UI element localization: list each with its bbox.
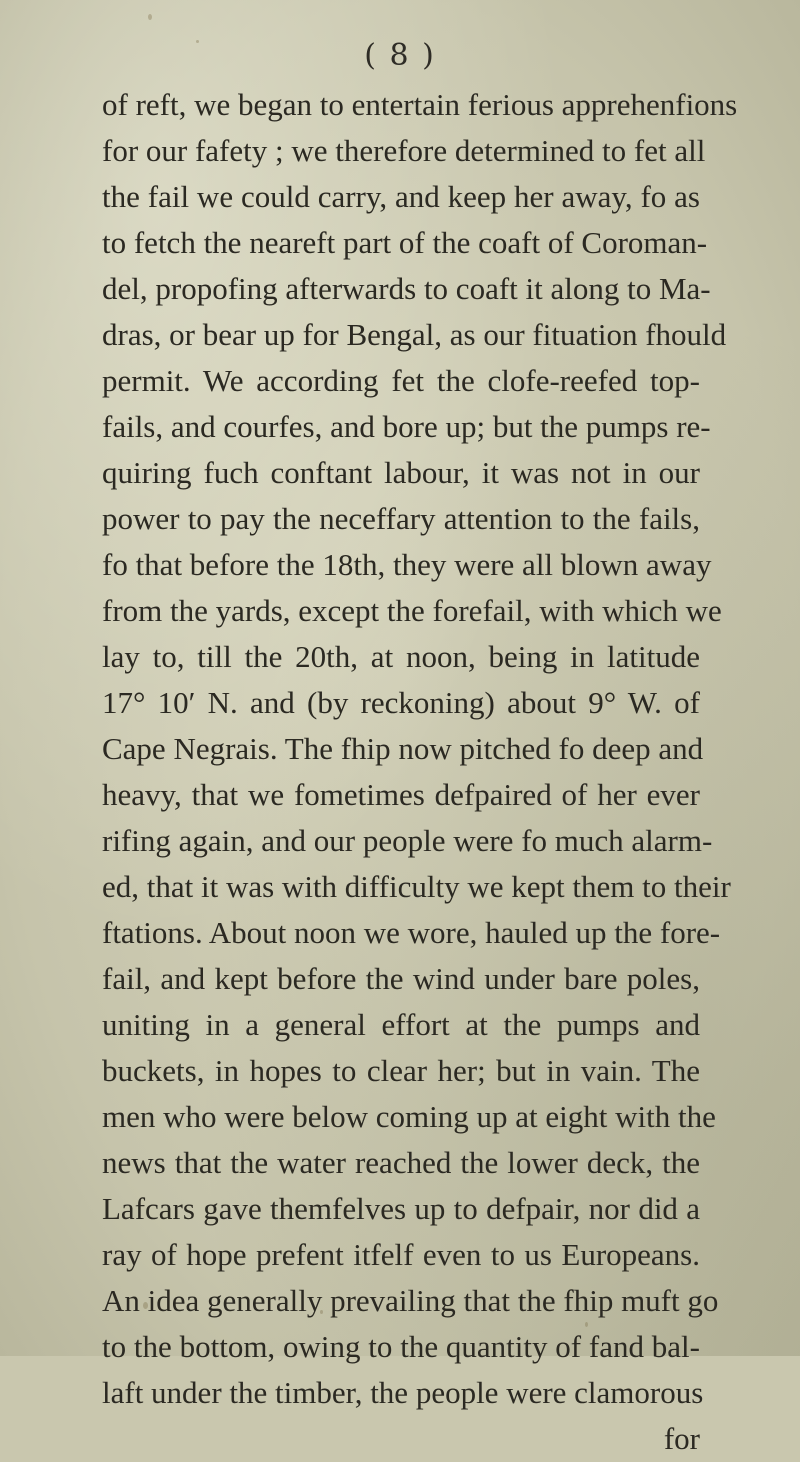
text-line: of reft, we began to entertain ferious apprehenfions <box>102 87 738 122</box>
text-line: from the yards, except the forefail, with which we <box>102 593 722 628</box>
text-line: Lafcars gave themfelves up to defpair, nor did a <box>102 1191 700 1226</box>
text-line: uniting in a general effort at the pumps and <box>102 1007 700 1042</box>
text-line: heavy, that we fometimes defpaired of her ever <box>102 777 700 812</box>
text-line: ray of hope prefent itfelf even to us Europeans. <box>102 1237 700 1272</box>
text-line: power to pay the neceffary attention to the fails, <box>102 501 700 536</box>
text-line: quiring fuch conftant labour, it was not in our <box>102 455 700 490</box>
text-line: for our fafety ; we therefore determined to fet all <box>102 133 706 168</box>
text-line: del, propofing afterwards to coaft it along to Ma- <box>102 271 711 306</box>
text-line: news that the water reached the lower deck, the <box>102 1145 700 1180</box>
text-line: the fail we could carry, and keep her away, fo as <box>102 179 700 214</box>
text-line: 17° 10′ N. and (by reckoning) about 9° W. of <box>102 685 700 720</box>
text-line: Cape Negrais. The fhip now pitched fo deep and <box>102 731 704 766</box>
text-line: to fetch the neareft part of the coaft of Coroman- <box>102 225 708 260</box>
text-line: rifing again, and our people were fo much alarm- <box>102 823 713 858</box>
text-line: dras, or bear up for Bengal, as our fituation fhould <box>102 317 727 352</box>
text-line: buckets, in hopes to clear her; but in vain. The <box>102 1053 700 1088</box>
text-line: men who were below coming up at eight with the <box>102 1099 716 1134</box>
text-line: ftations. About noon we wore, hauled up the fore- <box>102 915 721 950</box>
body-text <box>102 82 738 1462</box>
text-line: lay to, till the 20th, at noon, being in latitude <box>102 639 700 674</box>
text-line: permit. We according fet the clofe-reefed top- <box>102 363 700 398</box>
text-line: ed, that it was with difficulty we kept them to their <box>102 869 731 904</box>
text-line: fail, and kept before the wind under bare poles, <box>102 961 700 996</box>
text-line: An idea generally prevailing that the fhip muft go <box>102 1283 719 1318</box>
text-line: fo that before the 18th, they were all blown away <box>102 547 712 582</box>
page-number: ( 8 ) <box>364 38 436 73</box>
text-line: laft under the timber, the people were clamorous <box>102 1375 704 1410</box>
foxing-spot <box>148 14 152 20</box>
text-line: to the bottom, owing to the quantity of fand bal- <box>102 1329 700 1364</box>
catchword: for <box>663 1421 700 1456</box>
text-line: fails, and courfes, and bore up; but the pumps re- <box>102 409 711 444</box>
